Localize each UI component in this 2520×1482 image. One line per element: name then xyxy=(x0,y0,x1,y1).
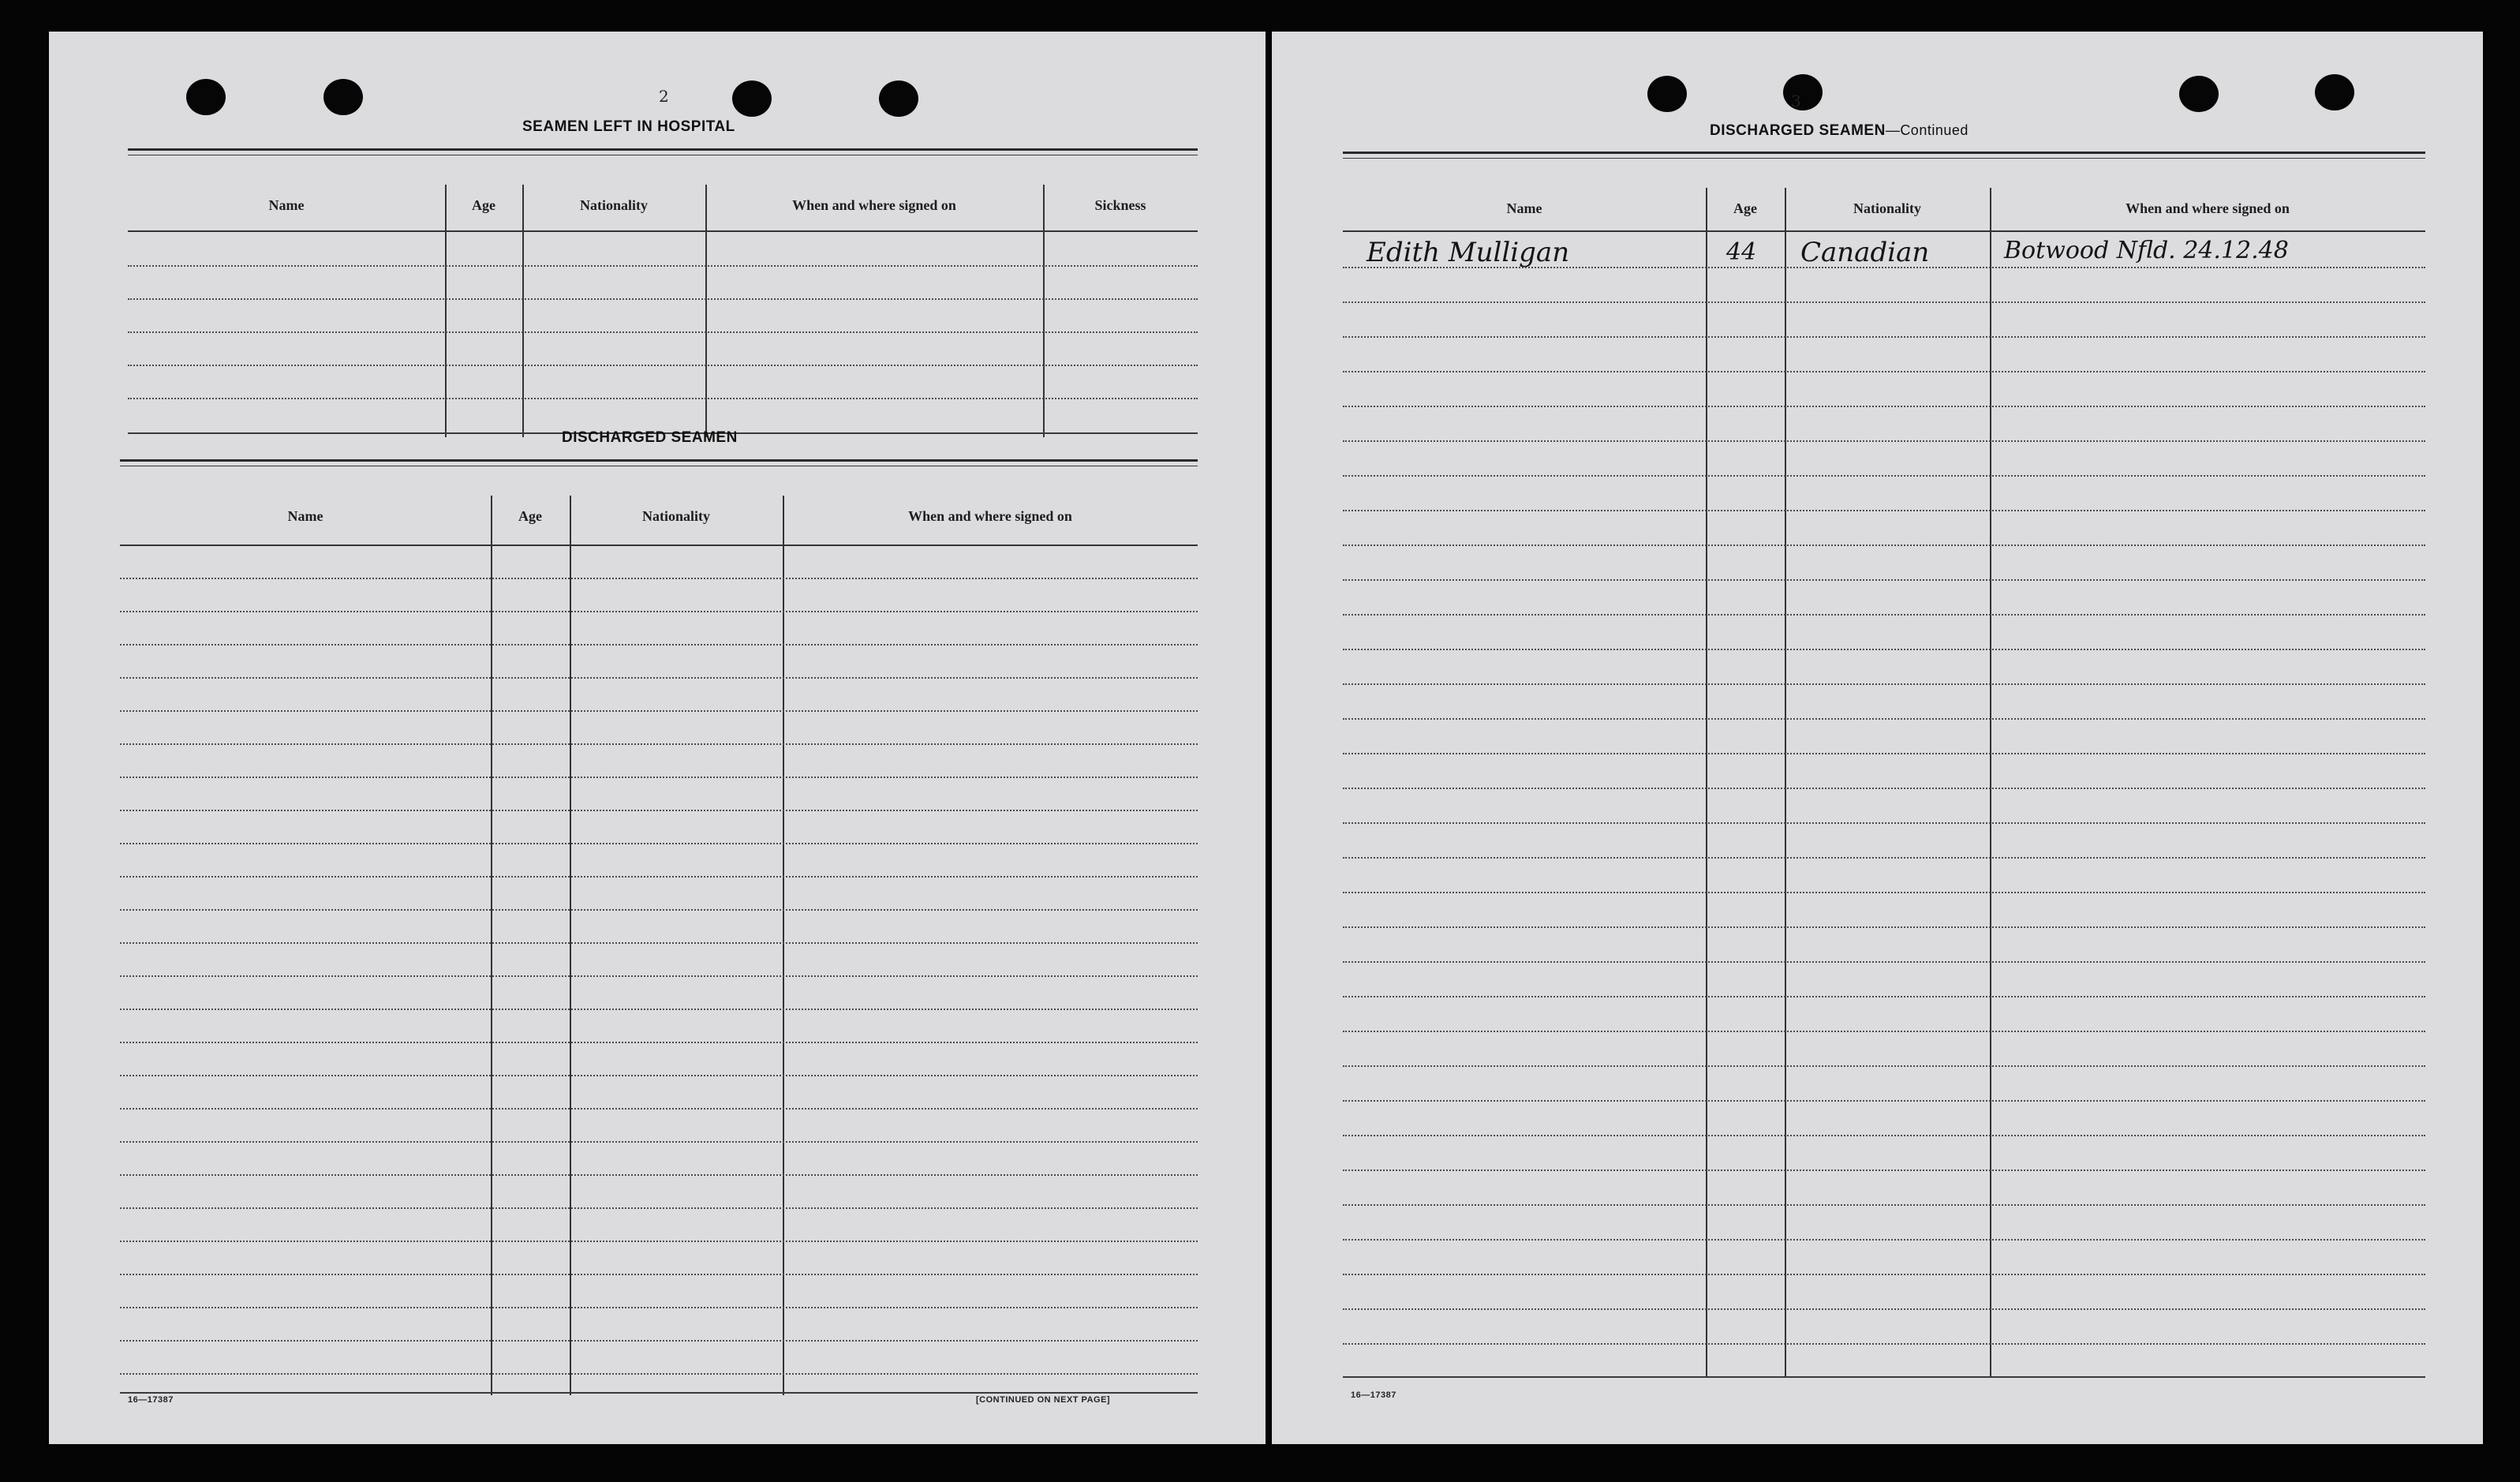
table-row xyxy=(120,1108,1198,1110)
punch-hole xyxy=(732,80,772,117)
column-rule xyxy=(445,185,447,437)
section-title-suffix: —Continued xyxy=(1885,122,1969,138)
entry-signed-on: Botwood Nfld. 24.12.48 xyxy=(2004,237,2289,264)
col-header-age: Age xyxy=(472,197,495,213)
table-row xyxy=(120,876,1198,878)
right-page xyxy=(1272,32,2483,1444)
column-rule xyxy=(570,496,571,1395)
table-row xyxy=(128,265,1198,267)
column-rule xyxy=(1706,188,1707,1378)
table-row xyxy=(120,743,1198,745)
entry-name: Edith Mulligan xyxy=(1367,237,1570,268)
table-row xyxy=(120,1207,1198,1209)
table-row xyxy=(120,1009,1198,1010)
col-header-signed-on: When and where signed on xyxy=(2126,200,2290,216)
table-row xyxy=(1343,926,2425,928)
table-row xyxy=(128,398,1198,399)
table-row xyxy=(1343,1031,2425,1032)
table-row xyxy=(120,909,1198,911)
table-row xyxy=(128,298,1198,300)
header-rule xyxy=(1343,230,2425,232)
table-row xyxy=(120,1075,1198,1076)
table-row xyxy=(1343,475,2425,477)
table-row xyxy=(1343,1065,2425,1067)
punch-hole xyxy=(1783,74,1823,110)
table-row xyxy=(1343,892,2425,893)
table-row xyxy=(1343,718,2425,720)
table-row xyxy=(120,975,1198,977)
header-rule xyxy=(128,230,1198,232)
rule xyxy=(120,459,1198,462)
table-row xyxy=(1343,961,2425,963)
table-row xyxy=(1343,336,2425,338)
table-row xyxy=(120,1241,1198,1242)
table-row xyxy=(120,1174,1198,1176)
column-rule xyxy=(491,496,492,1395)
col-header-signed-on: When and where signed on xyxy=(792,197,956,213)
continued-note: [CONTINUED ON NEXT PAGE] xyxy=(976,1395,1111,1405)
table-row xyxy=(120,810,1198,811)
rule xyxy=(128,148,1198,151)
table-row xyxy=(1343,1170,2425,1171)
table-row xyxy=(1343,753,2425,754)
table-row xyxy=(1343,614,2425,616)
col-header-nationality: Nationality xyxy=(1853,200,1921,216)
rule xyxy=(1343,1376,2425,1378)
col-header-name: Name xyxy=(1506,200,1542,216)
table-row xyxy=(1343,649,2425,650)
table-row xyxy=(1343,1135,2425,1136)
table-row xyxy=(1343,1274,2425,1275)
punch-hole xyxy=(2315,74,2354,110)
entry-age: 44 xyxy=(1726,238,1757,266)
table-row xyxy=(1343,822,2425,824)
col-header-name: Name xyxy=(287,508,323,524)
table-row xyxy=(1343,1239,2425,1241)
form-number: 16—17387 xyxy=(1351,1390,1396,1400)
col-header-nationality: Nationality xyxy=(579,197,648,213)
table-row xyxy=(120,1340,1198,1342)
col-header-age: Age xyxy=(1733,200,1757,216)
col-header-signed-on: When and where signed on xyxy=(908,508,1072,524)
column-rule xyxy=(1990,188,1991,1378)
table-row xyxy=(1343,683,2425,685)
punch-hole xyxy=(879,80,918,117)
column-rule xyxy=(1785,188,1786,1378)
table-row xyxy=(120,578,1198,579)
form-number: 16—17387 xyxy=(128,1395,174,1405)
table-row xyxy=(1343,301,2425,303)
table-row xyxy=(120,1274,1198,1275)
discharged-section-title: DISCHARGED SEAMEN xyxy=(562,429,738,446)
table-row xyxy=(120,644,1198,646)
col-header-name: Name xyxy=(268,197,305,213)
table-row xyxy=(120,710,1198,712)
table-row xyxy=(1343,406,2425,407)
table-row xyxy=(120,677,1198,679)
table-row xyxy=(120,942,1198,944)
table-row xyxy=(1343,1204,2425,1206)
col-header-nationality: Nationality xyxy=(641,508,710,524)
column-rule xyxy=(705,185,707,437)
rule xyxy=(1343,158,2425,159)
hospital-section-title: SEAMEN LEFT IN HOSPITAL xyxy=(522,118,735,135)
table-row xyxy=(120,1373,1198,1375)
page-number: 2 xyxy=(659,87,669,106)
discharged-continued-title xyxy=(1710,122,1969,140)
header-rule xyxy=(120,545,1198,546)
left-page xyxy=(49,32,1266,1444)
table-row xyxy=(128,331,1198,333)
punch-hole xyxy=(186,79,226,115)
rule xyxy=(1343,152,2425,154)
discharged-table xyxy=(120,459,1198,1398)
entry-nationality: Canadian xyxy=(1800,237,1930,268)
page-number: 3 xyxy=(1791,92,1801,110)
table-row xyxy=(1343,788,2425,789)
punch-hole xyxy=(323,79,363,115)
col-header-age: Age xyxy=(518,508,542,524)
table-row xyxy=(1343,1308,2425,1310)
table-row xyxy=(1343,579,2425,581)
discharged-continued-table xyxy=(1343,152,2425,1383)
table-row xyxy=(1343,1343,2425,1345)
table-row xyxy=(1343,267,2425,268)
table-row xyxy=(1343,510,2425,511)
table-row xyxy=(120,843,1198,844)
rule xyxy=(120,1392,1198,1394)
table-row xyxy=(120,1042,1198,1043)
column-rule xyxy=(783,496,784,1395)
punch-hole xyxy=(1647,76,1687,112)
table-row xyxy=(120,1307,1198,1308)
hospital-table xyxy=(128,148,1198,440)
table-row xyxy=(120,777,1198,778)
column-rule xyxy=(522,185,524,437)
punch-hole xyxy=(2179,76,2219,112)
table-row xyxy=(120,611,1198,612)
table-row xyxy=(128,365,1198,366)
table-row xyxy=(1343,996,2425,997)
table-row xyxy=(120,1141,1198,1143)
column-rule xyxy=(1043,185,1045,437)
section-title-text: DISCHARGED SEAMEN xyxy=(1710,122,1886,139)
col-header-sickness: Sickness xyxy=(1094,197,1146,213)
table-row xyxy=(1343,1100,2425,1102)
table-row xyxy=(1343,371,2425,372)
table-row xyxy=(1343,857,2425,859)
table-row xyxy=(1343,440,2425,442)
table-row xyxy=(1343,545,2425,546)
